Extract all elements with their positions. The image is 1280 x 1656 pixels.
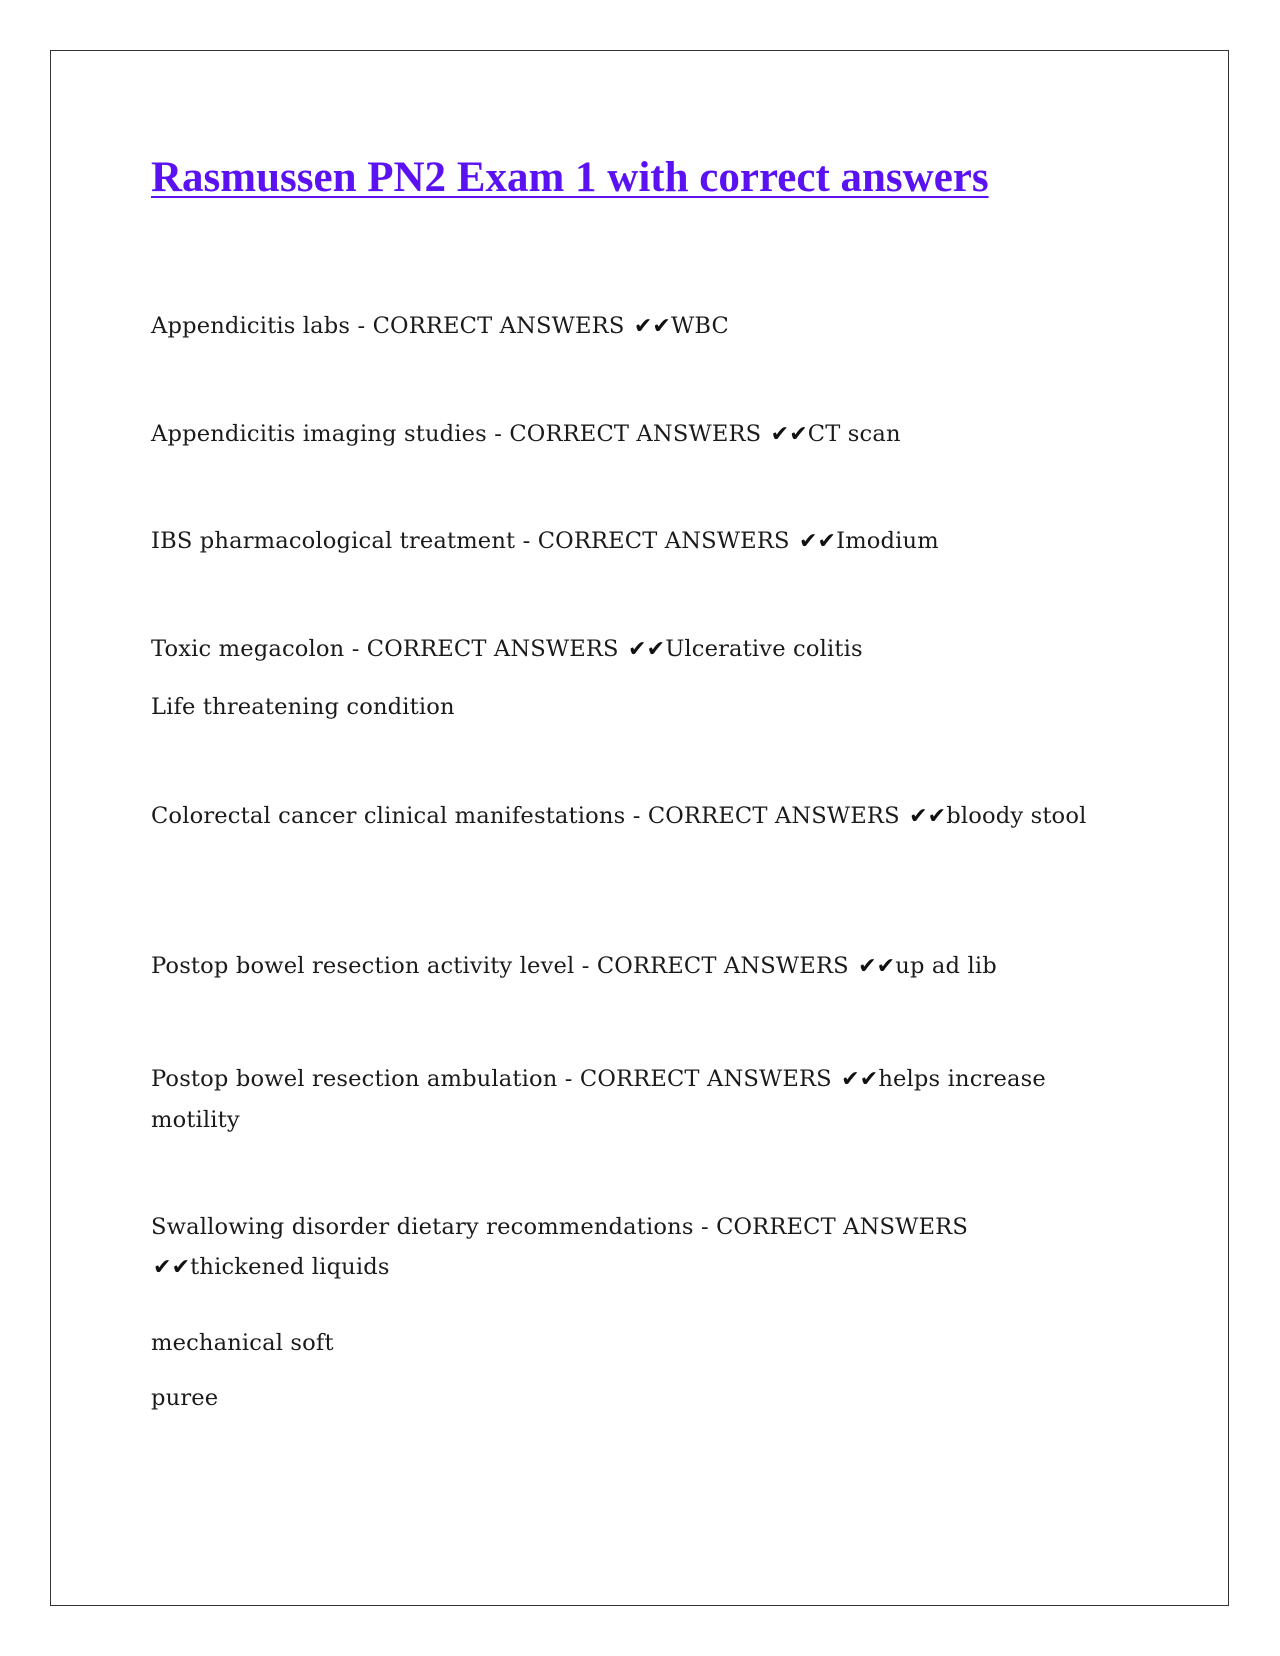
double-check-icon: ✔✔ [153, 1255, 191, 1280]
answer-text: Imodium [836, 528, 939, 554]
correct-answers-marker: - CORRECT ANSWERS [357, 313, 625, 339]
answer-note: Life threatening condition [151, 694, 455, 720]
double-check-icon: ✔✔ [909, 804, 947, 829]
question-text: Appendicitis labs [151, 313, 351, 339]
double-check-icon: ✔✔ [633, 314, 671, 339]
question-text: Colorectal cancer clinical manifestations [151, 803, 626, 829]
answer-text: bloody stool [946, 803, 1087, 829]
qa-item-swallowing-disorder [151, 1207, 1111, 1288]
answer-note: mechanical soft [151, 1330, 334, 1356]
double-check-icon: ✔✔ [858, 954, 896, 979]
qa-item-toxic-megacolon [151, 629, 1111, 670]
correct-answers-marker: - CORRECT ANSWERS [351, 636, 619, 662]
answer-text: CT scan [807, 421, 901, 447]
correct-answers-marker: - CORRECT ANSWERS [581, 953, 849, 979]
qa-item-appendicitis-labs [151, 306, 1111, 347]
question-text: Toxic megacolon [151, 636, 345, 662]
question-text: IBS pharmacological treatment [151, 528, 516, 554]
question-text: Postop bowel resection ambulation [151, 1066, 558, 1092]
double-check-icon: ✔✔ [628, 637, 666, 662]
correct-answers-marker: - CORRECT ANSWERS [564, 1066, 832, 1092]
double-check-icon: ✔✔ [798, 529, 837, 554]
correct-answers-marker: - CORRECT ANSWERS [522, 528, 790, 554]
correct-answers-marker: - CORRECT ANSWERS [632, 803, 900, 829]
question-text: Appendicitis imaging studies [151, 421, 487, 447]
double-check-icon: ✔✔ [841, 1067, 879, 1092]
question-text: Swallowing disorder dietary recommendations [151, 1214, 694, 1240]
answer-text: WBC [671, 313, 729, 339]
answer-text: thickened liquids [190, 1254, 390, 1280]
qa-item-postop-ambulation [151, 1059, 1111, 1140]
qa-item-postop-activity [151, 946, 1111, 987]
qa-item-ibs-treatment [151, 521, 1111, 562]
document-title[interactable]: Rasmussen PN2 Exam 1 with correct answers [151, 154, 989, 201]
qa-item-colorectal-cancer [151, 796, 1111, 837]
answer-text: up ad lib [895, 953, 997, 979]
answer-text: helps increase motility [151, 1066, 1046, 1133]
answer-note: puree [151, 1385, 219, 1411]
correct-answers-marker: - CORRECT ANSWERS [700, 1214, 968, 1240]
answer-text: Ulcerative colitis [665, 636, 863, 662]
double-check-icon: ✔✔ [770, 422, 808, 447]
correct-answers-marker: - CORRECT ANSWERS [494, 421, 762, 447]
question-text: Postop bowel resection activity level [151, 953, 575, 979]
qa-item-appendicitis-imaging [151, 414, 1111, 455]
